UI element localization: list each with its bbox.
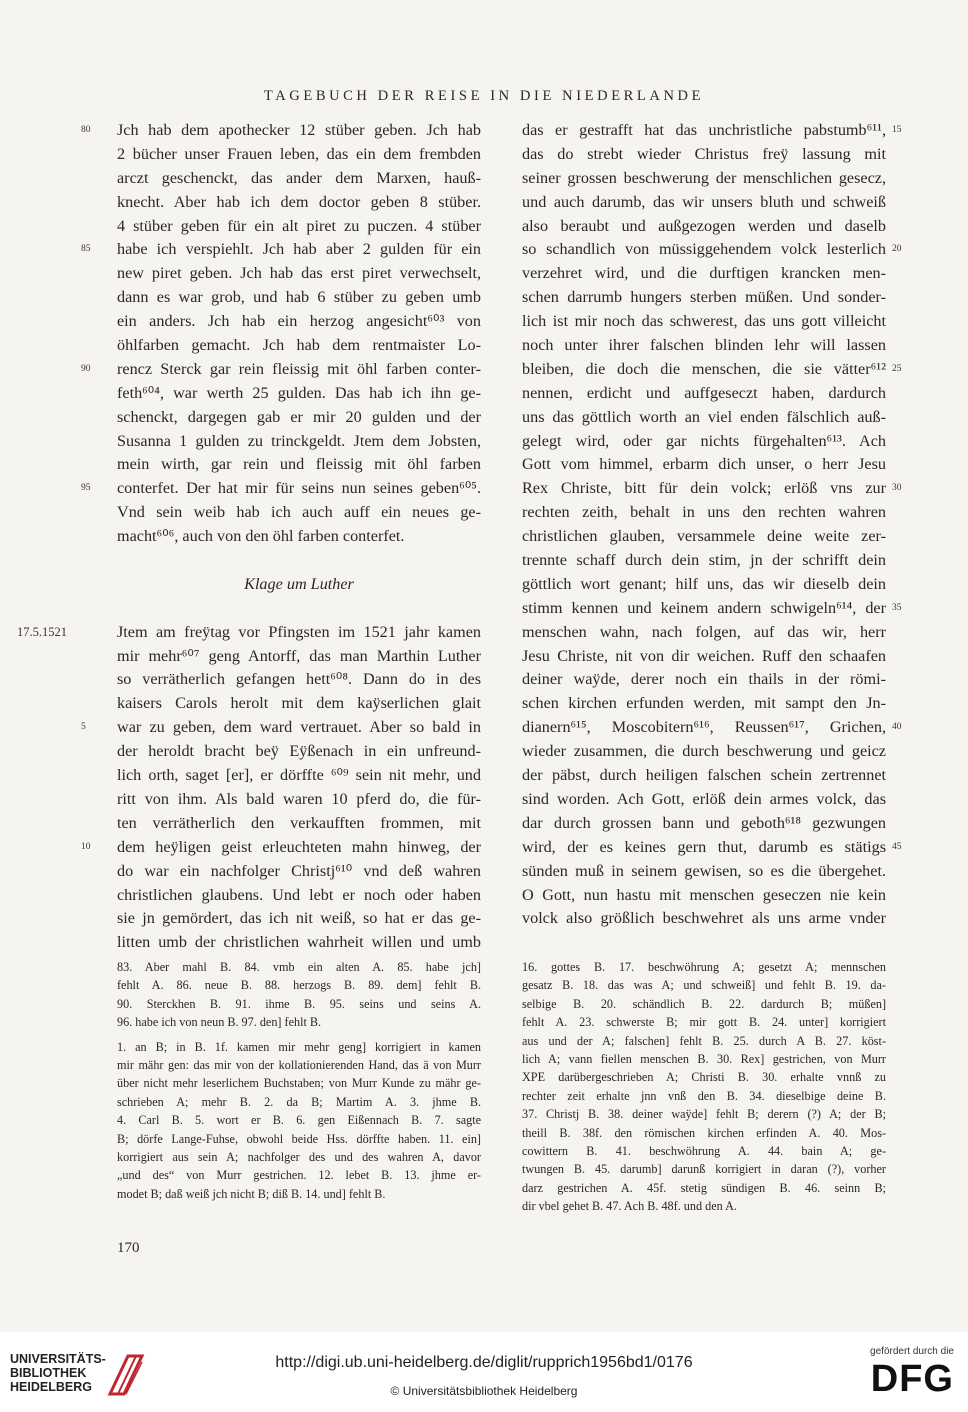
apparatus-line: rechter zeit erhalte jnn vnß den B. 34. dieselbige deine B.: [522, 1088, 886, 1103]
apparatus-line: schrieben A; mehr B. 2. da B; Martim A. 3. jhme B.: [117, 1094, 481, 1109]
text-line: [522, 191, 886, 215]
line-text: Jtem am freÿtag vor Pfingsten im 1521 jahr kamen: [117, 622, 481, 641]
permalink-url[interactable]: http://digi.ub.uni-heidelberg.de/diglit/rupprich1956bd1/0176: [275, 1354, 693, 1371]
apparatus-line: 90. Sterckhen B. 91. ihme B. 95. seins und seins A.: [117, 996, 481, 1011]
text-line: [522, 597, 902, 621]
line-text: sind worden. Ach Gott, erlöß dein armes volck, das: [522, 789, 886, 808]
apparatus-line: 1. an B; in B. 1f. kamen mir mehr geng] korrigiert in kamen: [117, 1039, 481, 1054]
marginal-date: 17.5.1521: [17, 624, 67, 639]
line-text: dann es war grob, und hab 6 stüber zu geben umb: [117, 288, 481, 307]
line-text: so verrätherlich gefangen hett⁶⁰⁸. Dann do in des: [117, 670, 481, 689]
apparatus-notes-right: [522, 958, 886, 1215]
apparatus-line: lich A; vann fiellen menschen B. 30. Rex] gestrichen, von Murr: [522, 1051, 886, 1066]
text-line: [117, 215, 481, 239]
line-text: rencz Sterck gar rein fleissig mit öhl farben conter-: [117, 359, 481, 378]
text-line: [81, 358, 481, 382]
text-line: [117, 310, 481, 334]
line-text: new piret geben. Jch hab das erst piret verwechselt,: [117, 264, 481, 283]
text-line: [117, 812, 481, 836]
line-text: Gott vom himmel, erbarm dich unser, o herr Jesu: [522, 455, 886, 474]
text-line: [81, 477, 481, 501]
line-number: 40: [892, 722, 902, 733]
text-line: [522, 692, 886, 716]
line-text: noch unter ihrer falschen blinden lehr will lassen: [522, 336, 886, 355]
funding-note: gefördert durch die: [870, 1346, 954, 1357]
running-head: TAGEBUCH DER REISE IN DIE NIEDERLANDE: [263, 88, 705, 104]
line-text: mir mehr⁶⁰⁷ geng Antorff, das man Marthin Luther: [117, 646, 481, 665]
line-number: 30: [892, 483, 902, 494]
text-line: [117, 668, 481, 692]
text-line: [117, 382, 481, 406]
line-text: sie jn gemördert, das ich nit weiß, so hat er das ge-: [117, 909, 481, 928]
apparatus-line: selbige B. 20. schändlich B. 22. dardurch B; müßen]: [522, 996, 886, 1011]
text-line: [117, 167, 481, 191]
line-text: ritt von ihm. Als bald waren 10 pferd do, die für-: [117, 789, 481, 808]
line-text: uns das göttlich worth an viel enden fälschlich auß-: [522, 407, 886, 426]
apparatus-line: mir mähr gen: das mir von der kollationierenden Hand, das ä von Murr: [117, 1057, 481, 1072]
apparatus-line: theill B. 38f. den römischen kirchen erfinden A. 40. Mos-: [522, 1125, 886, 1140]
text-line: [17, 621, 481, 645]
text-line: [117, 788, 481, 812]
apparatus-line: korrigiert aus sein A; nachfolger des und des wahren A, davor: [117, 1149, 481, 1164]
line-text: Klage um Luther: [244, 574, 354, 593]
line-text: christlichen glauben, versammele deine weite zer-: [522, 527, 886, 546]
text-line: [522, 501, 886, 525]
text-line: [522, 430, 886, 454]
line-text: Vnd sein weib hab ich auch auff ein neues ge-: [117, 503, 481, 522]
line-number: 10: [81, 841, 91, 852]
text-line: [522, 573, 886, 597]
line-text: feth⁶⁰⁴, war werth 25 gulden. Das hab ich ihn ge-: [117, 383, 481, 402]
line-text: Jesu Christe, nit von dir weichen. Ruff den schaafen: [522, 646, 886, 665]
apparatus-line: darz gestrichen A. 45f. stetig sündigen B. 46. seinn B;: [522, 1180, 886, 1195]
text-line: [522, 286, 886, 310]
text-line: [522, 621, 886, 645]
institution-line-1: UNIVERSITÄTS-: [10, 1352, 106, 1366]
line-text: sünden muß in seinem gewisen, so es die übergehet.: [522, 861, 886, 880]
line-text: so schandlich von müssiggehendem volck lesterlich: [522, 240, 886, 259]
line-text: das er gestrafft hat das unchristliche pabstumb⁶¹¹,: [522, 121, 886, 139]
text-line: [522, 525, 886, 549]
line-text: trennte schaff durch dein stim, jn der schrifft dein: [522, 551, 886, 570]
apparatus-line: fehlt A. 23. schwerste B; mir gott B. 24. unter] korrigiert: [522, 1015, 886, 1030]
copyright-notice: © Universitätsbibliothek Heidelberg: [390, 1384, 578, 1398]
text-line: [117, 286, 481, 310]
line-text: also beraubt und außgezogen werden und daselb: [522, 216, 886, 235]
line-text: ein anders. Jch hab ein herzog angesicht⁶⁰³ von: [117, 312, 481, 331]
line-text: litten umb der christlichen wahrheit willen und umb: [117, 933, 481, 952]
text-line: [522, 549, 886, 573]
line-text: dianern⁶¹⁵, Moscobitern⁶¹⁶, Reussen⁶¹⁷, Grichen,: [522, 718, 886, 737]
line-text: der päbst, durch heiligen falschen schein zertrennet: [522, 766, 886, 785]
text-line: [117, 884, 481, 908]
text-line: [117, 191, 481, 215]
text-line: [522, 167, 886, 191]
line-number: 90: [81, 363, 91, 374]
apparatus-line: aus und der A; falschen] fehlt B. 25. durch A B. 27. köst-: [522, 1033, 886, 1048]
institution-line-2: BIBLIOTHEK: [10, 1366, 87, 1380]
apparatus-line: 83. Aber mahl B. 84. vmb ein alten A. 85. habe jch]: [117, 960, 481, 974]
text-line: [117, 764, 481, 788]
text-line: [522, 119, 902, 143]
text-line: [522, 764, 886, 788]
text-line: [117, 453, 481, 477]
text-line: [522, 358, 902, 382]
line-text: schenckt, dargegen gab er mir 20 gulden und der: [117, 407, 481, 426]
line-number: 35: [892, 602, 902, 613]
text-line: [522, 907, 886, 931]
line-text: do war ein nachfolger Christj⁶¹⁰ vnd deß wahren: [117, 861, 481, 880]
text-line: [522, 453, 886, 477]
apparatus-line: 37. Christj B. 38. deiner waÿde] fehlt B; derern (?) A; der B;: [522, 1107, 886, 1122]
line-text: Susanna 1 gulden zu trinckgeldt. Jtem dem Jobsten,: [117, 431, 481, 450]
line-text: war zu geben, dem ward vertrauet. Aber so bald in: [117, 718, 481, 737]
line-text: bleiben, die doch die menschen, die sie vätter⁶¹²: [522, 359, 886, 378]
line-text: wird, der es keines gern thut, darumb es stätigs: [522, 837, 886, 856]
line-number: 95: [81, 483, 91, 494]
line-text: menschen wahn, nach folgen, auf das wir, herr: [522, 622, 886, 641]
apparatus-line: 96. habe ich von neun B. 97. den] fehlt B.: [117, 1015, 322, 1030]
text-line: [522, 334, 886, 358]
text-line: [117, 692, 481, 716]
text-column-left: [17, 119, 481, 955]
text-line: [522, 477, 902, 501]
line-text: der heroldt bracht beÿ Eÿßenach in ein unfreund-: [117, 742, 481, 761]
line-number: 25: [892, 363, 902, 374]
text-line: [522, 406, 886, 430]
line-text: arczt geschenckt, das ander dem Marxen, hauß-: [117, 168, 481, 187]
text-line: [117, 334, 481, 358]
line-text: volck also größlich beschwehret als uns arme vnder: [522, 909, 886, 928]
text-line: [117, 406, 481, 430]
line-text: deiner waÿde, derer noch ein thails in der römi-: [522, 670, 886, 689]
text-line: [522, 668, 886, 692]
text-line: [522, 860, 886, 884]
funder-wordmark: DFG: [870, 1358, 954, 1400]
text-line: [522, 836, 902, 860]
line-text: öhlfarben gemacht. Jch hab dem rentmaister Lo-: [117, 336, 481, 355]
line-number: 85: [81, 244, 91, 255]
apparatus-line: „und des“ von Murr gestrichen. 12. lebet B. 13. jhme er-: [117, 1168, 481, 1183]
line-text: rechten zeith, behalt in uns den rechten wahren: [522, 503, 886, 522]
dfg-logo: [854, 1346, 954, 1406]
line-text: Jch hab dem apothecker 12 stüber geben. Jch hab: [117, 121, 481, 139]
line-text: lich orth, saget [er], er dörffte ⁶⁰⁹ sein nit mehr, und: [117, 766, 481, 785]
apparatus-line: XPE darübergeschrieben A; Christi B. 30. erhalte vnnß zu: [522, 1070, 886, 1085]
text-line: [522, 788, 886, 812]
line-text: dar durch grossen bann und geboth⁶¹⁸ gezwungen: [522, 813, 886, 832]
line-text: stimm kennen und keinem andern schwigeln⁶¹⁴, der: [522, 598, 886, 617]
line-text: Rex Christe, bitt für dein volck; erlöß vns zur: [522, 479, 886, 498]
apparatus-line: gesatz B. 18. das was A; und schweiß] und fehlt B. 19. da-: [522, 978, 886, 993]
text-line: [81, 238, 481, 262]
apparatus-line: modet B; daß weiß jch nicht B; diß B. 14. und] fehlt B.: [117, 1186, 386, 1201]
text-line: [522, 645, 886, 669]
text-line: [117, 931, 481, 955]
apparatus-notes-left: [117, 958, 481, 1203]
text-line: [117, 740, 481, 764]
text-line: [117, 907, 481, 931]
line-number: 45: [892, 841, 902, 852]
line-text: macht⁶⁰⁶, auch von den öhl farben conterfet.: [117, 527, 405, 546]
text-line: [117, 597, 481, 621]
line-text: wieder zusammen, die durch beschwerung und geicz: [522, 742, 886, 761]
text-line: [522, 716, 902, 740]
text-line: [522, 143, 886, 167]
line-number: 15: [892, 125, 902, 135]
text-line: [522, 740, 886, 764]
text-line: [522, 310, 886, 334]
apparatus-line: cowittern B. 41. beschwöhrung A. 44. bain A; ge-: [522, 1143, 886, 1158]
line-text: kaisers Carols herolt mit dem kaÿserlichen glait: [117, 694, 481, 713]
line-number: 80: [81, 125, 91, 135]
line-text: conterfet. Der hat mir für seins nun seines geben⁶⁰⁵.: [117, 479, 481, 498]
text-line: [117, 143, 481, 167]
line-text: christlichen glaubens. Und lebt er noch oder haben: [117, 885, 481, 904]
text-column-right: [522, 119, 902, 931]
text-line: [522, 215, 886, 239]
line-text: lich ist mir noch das schwerest, das uns gott villeicht: [522, 312, 886, 331]
line-text: schen darrumb hungers sterben müßen. Und sonder-: [522, 288, 886, 307]
apparatus-line: fehlt A. 86. neue B. 88. herzogs B. 89. dem] fehlt B.: [117, 978, 481, 993]
apparatus-line: 16. gottes B. 17. beschwöhrung A; gesetzt A; mennschen: [522, 960, 886, 974]
apparatus-line: 4. Carl B. 5. wort er B. 6. gen Eißennach B. 7. sagte: [117, 1113, 481, 1128]
line-text: und auch darumb, das wir unsers bluth und schweiß: [522, 192, 886, 211]
apparatus-line: twungen B. 45. darumb] darunß korrigiert in daran (?), vorher: [522, 1162, 886, 1177]
text-line: [117, 860, 481, 884]
text-line: [117, 525, 481, 549]
line-text: dem heÿligen geist erleuchteten mahn hinweg, der: [117, 837, 481, 856]
line-text: schen kirchen erfunden werden, mit sampt den Jn-: [522, 694, 886, 713]
page-number: 170: [117, 1240, 140, 1256]
line-number: 20: [892, 244, 902, 255]
apparatus-line: B; dörfe Lange-Fuhse, obwohl beide Hss. dörffte haben. 11. ein]: [117, 1131, 481, 1146]
text-line: [522, 884, 886, 908]
line-text: das do strebt wieder Christus freÿ lassung mit: [522, 144, 886, 163]
text-line: [117, 549, 481, 573]
text-line: [117, 430, 481, 454]
line-text: habe ich verspiehlt. Jch hab aber 2 gulden für ein: [117, 240, 481, 259]
line-text: seiner grossen beschwerung der menschlichen gesecz,: [522, 168, 886, 187]
line-text: O Gott, nun hastu mit menschen geseczen nie kein: [522, 885, 886, 904]
text-line: [117, 501, 481, 525]
line-text: mein wirth, gar rein und fleissig mit öhl farben: [117, 455, 481, 474]
digitization-footer: [0, 1332, 968, 1412]
text-line: [522, 262, 886, 286]
text-line: [117, 262, 481, 286]
line-text: göttlich wort genant; hilf uns, das wir dieselb dein: [522, 574, 886, 593]
line-text: knecht. Aber hab ich dem doctor geben 8 stüber.: [117, 192, 481, 211]
line-text: 4 stüber geben für ein alt piret zu puczen. 4 stüber: [117, 216, 481, 235]
text-line: [522, 238, 902, 262]
apparatus-line: dir vbel gehet B. 47. Ach B. 48f. und den A.: [522, 1199, 737, 1214]
text-line: [81, 716, 481, 740]
line-number: 5: [81, 722, 86, 733]
text-line: [522, 812, 886, 836]
line-text: nennen, erdicht und auffgeseczt haben, dardurch: [522, 383, 886, 402]
line-text: gelegt wird, oder gar nichts fürgehalten⁶¹³. Ach: [522, 431, 886, 450]
text-line: [117, 645, 481, 669]
text-line: [522, 382, 886, 406]
text-line: [81, 836, 481, 860]
apparatus-line: über nicht mehr leserlichem Buchstaben; von Murr Kunde zu mähr ge-: [117, 1076, 481, 1091]
section-heading: [117, 573, 481, 597]
line-text: ten verrätherlich den verkaufften frommen, mit: [117, 813, 481, 832]
text-line: [81, 119, 481, 143]
line-text: 2 bücher unser Frauen leben, das ein dem frembden: [117, 144, 481, 163]
institution-line-3: HEIDELBERG: [10, 1380, 92, 1394]
line-text: verzehret wird, und die durftigen krancken men-: [522, 264, 886, 283]
